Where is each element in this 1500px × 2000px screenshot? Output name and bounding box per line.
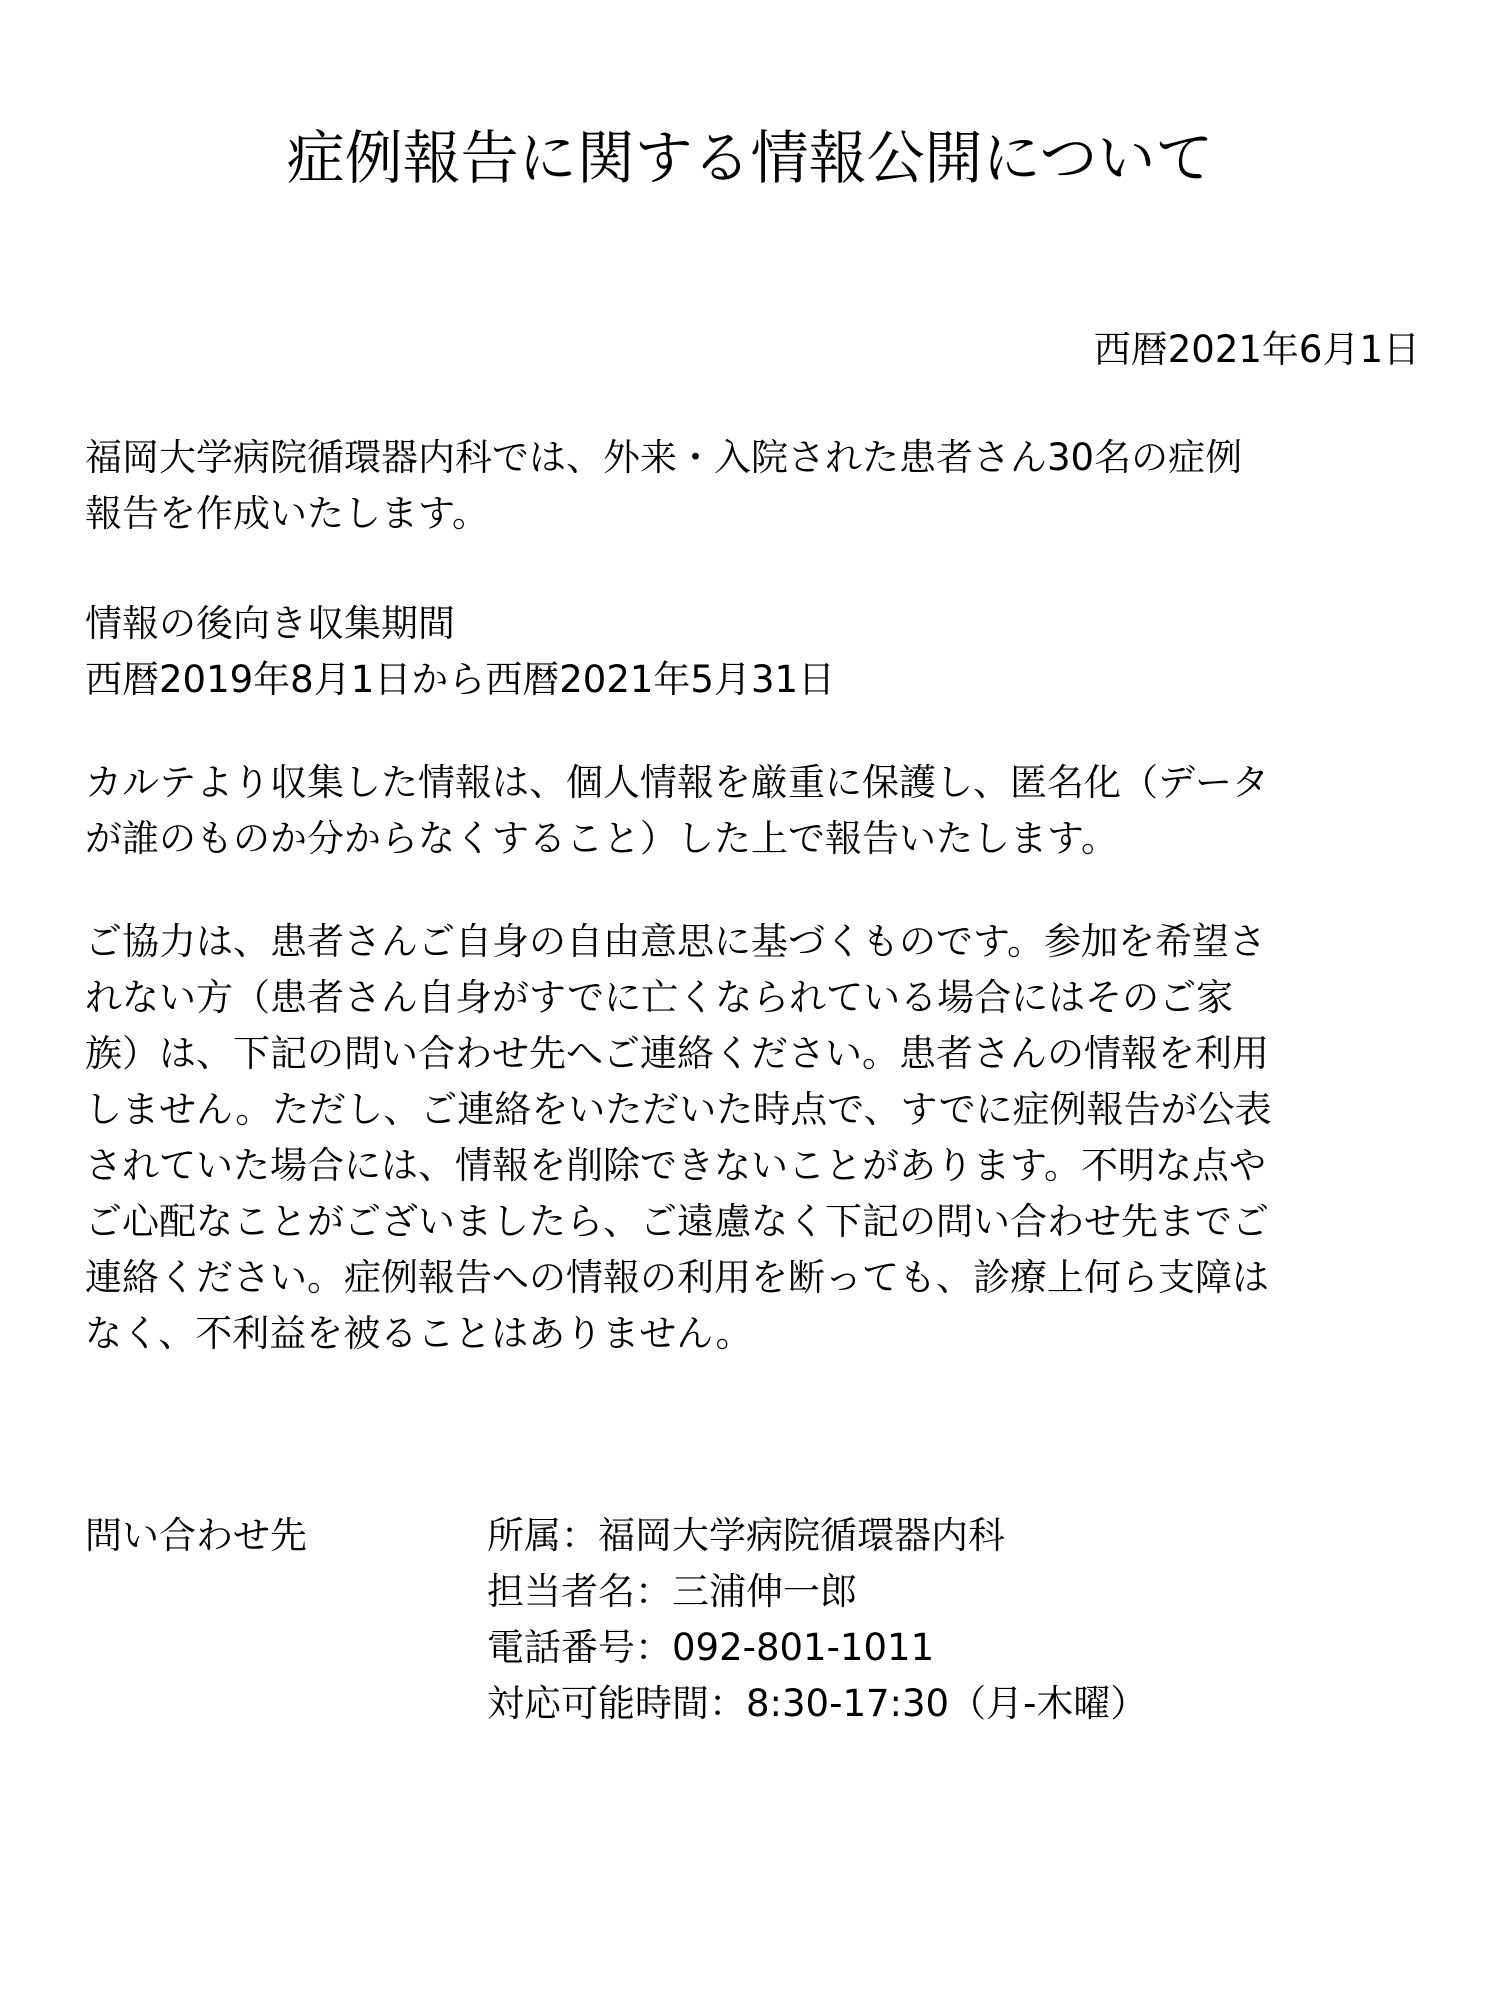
- contact-details: [487, 1508, 1147, 1732]
- consent-paragraph: [85, 914, 1430, 1362]
- consent-line: 族）は、下記の問い合わせ先へご連絡ください。患者さんの情報を利用: [85, 1032, 1269, 1075]
- period-heading: 情報の後向き収集期間: [85, 602, 455, 645]
- contact-affiliation: 所属：福岡大学病院循環器内科: [487, 1514, 1005, 1557]
- privacy-paragraph: [85, 755, 1430, 867]
- consent-line: なく、不利益を被ることはありません。: [85, 1312, 753, 1355]
- collection-period: [85, 596, 1430, 708]
- privacy-line: が誰のものか分からなくすること）した上で報告いたします。: [85, 817, 1119, 860]
- period-range: 西暦2019年8月1日から西暦2021年5月31日: [85, 658, 836, 701]
- consent-line: れない方（患者さん自身がすでに亡くなられている場合にはそのご家: [85, 976, 1234, 1019]
- intro-paragraph: [85, 430, 1430, 542]
- document-date: 西暦2021年6月1日: [1093, 328, 1420, 371]
- privacy-line: カルテより収集した情報は、個人情報を厳重に保護し、匿名化（データ: [85, 761, 1269, 804]
- consent-line: しません。ただし、ご連絡をいただいた時点で、すでに症例報告が公表: [85, 1088, 1272, 1131]
- contact-label: 問い合わせ先: [85, 1514, 307, 1557]
- contact-phone: 電話番号：092-801-1011: [487, 1626, 935, 1669]
- consent-line: ご心配なことがございましたら、ご遠慮なく下記の問い合わせ先までご: [85, 1200, 1269, 1243]
- consent-line: ご協力は、患者さんご自身の自由意思に基づくものです。参加を希望さ: [85, 920, 1267, 963]
- consent-line: されていた場合には、情報を削除できないことがあります。不明な点や: [85, 1144, 1267, 1187]
- document-title: 症例報告に関する情報公開について: [286, 124, 1214, 192]
- intro-line: 報告を作成いたします。: [85, 492, 490, 535]
- intro-line: 福岡大学病院循環器内科では、外来・入院された患者さん30名の症例: [85, 436, 1243, 479]
- contact-hours: 対応可能時間：8:30-17:30（月-木曜）: [487, 1682, 1148, 1725]
- consent-line: 連絡ください。症例報告への情報の利用を断っても、診療上何ら支障は: [85, 1256, 1269, 1299]
- contact-person: 担当者名：三浦伸一郎: [487, 1570, 857, 1613]
